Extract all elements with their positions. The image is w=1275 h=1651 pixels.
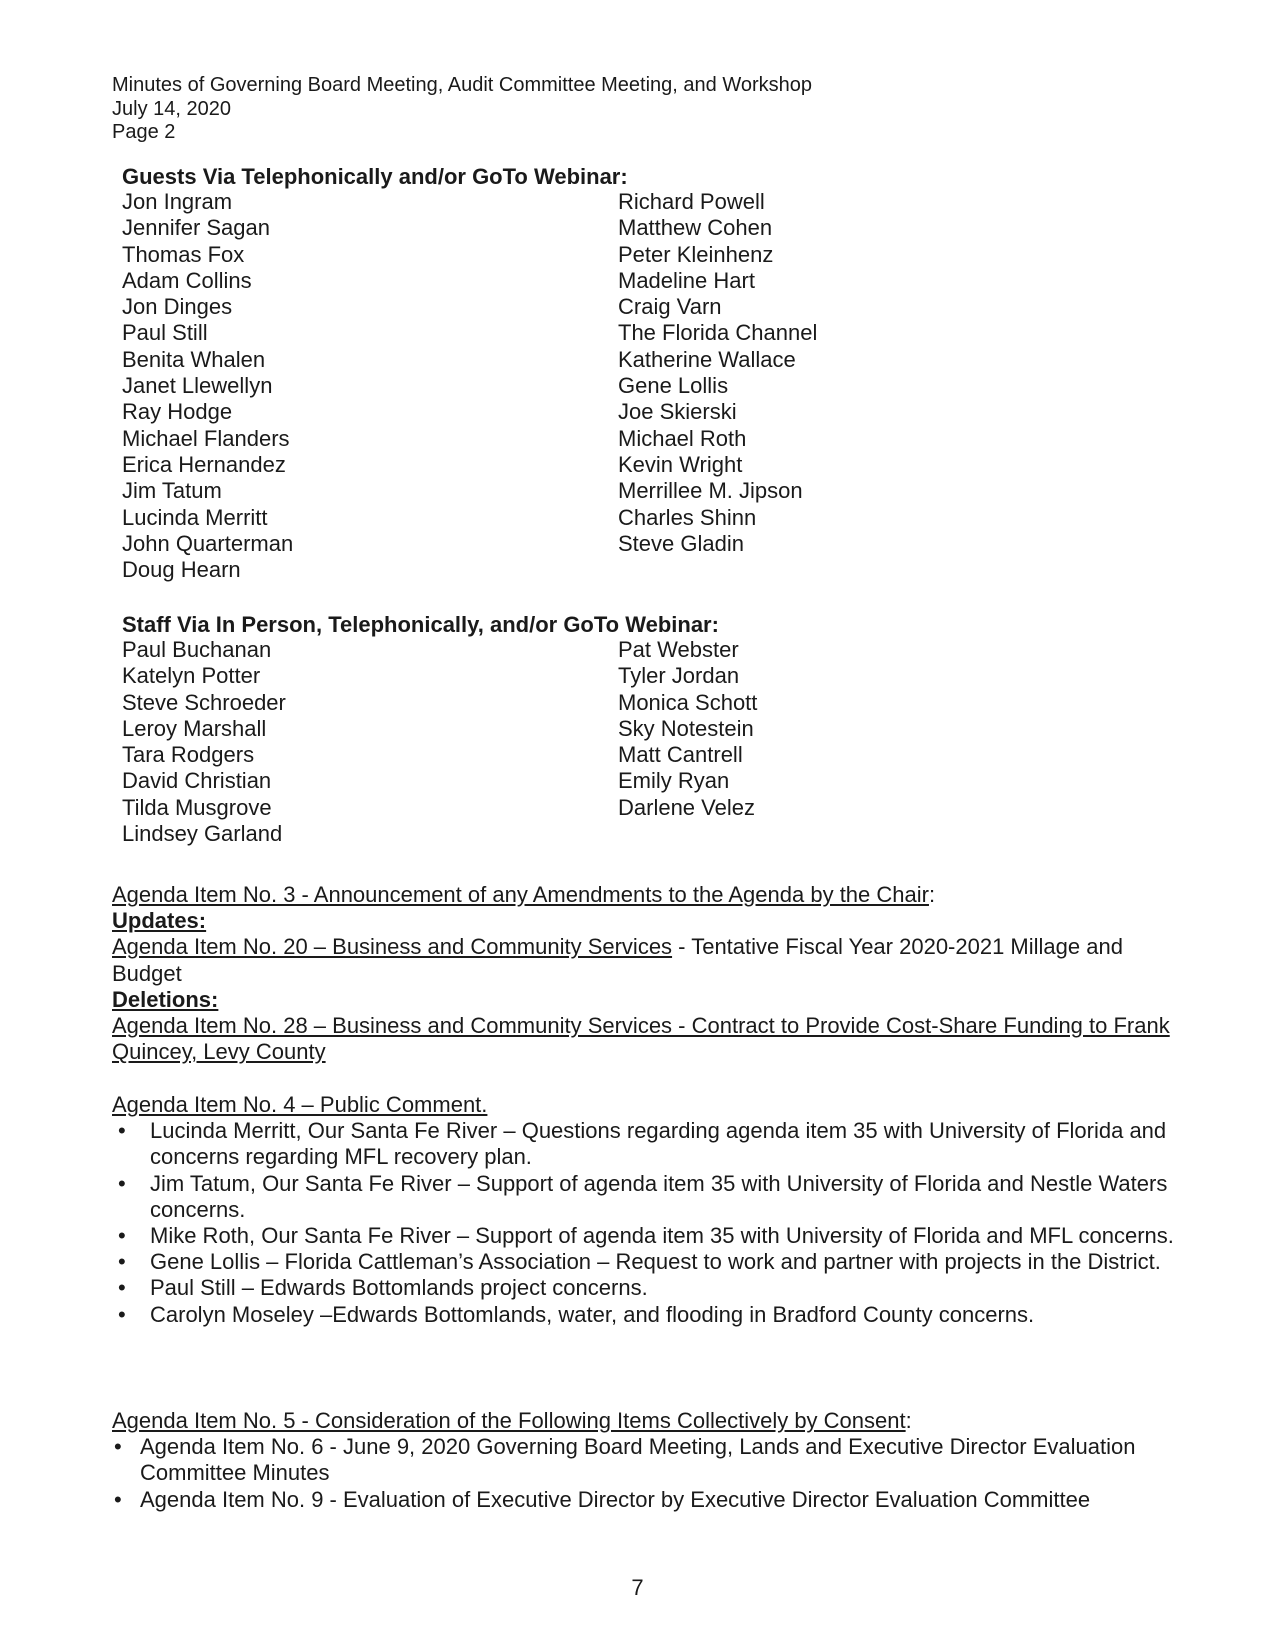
- guest-name: Steve Gladin: [618, 530, 744, 556]
- staff-name: David Christian: [122, 768, 272, 794]
- agenda-item-5: [112, 1408, 1192, 1513]
- guests-left-column: [122, 189, 293, 583]
- staff-right-column: [618, 637, 757, 821]
- guest-name: The Florida Channel: [618, 320, 818, 346]
- staff-name: Tyler Jordan: [618, 663, 740, 689]
- consent-items-list: [112, 1434, 1192, 1513]
- guest-name: Doug Hearn: [122, 557, 241, 583]
- agenda-item-3-title: Agenda Item No. 3 - Announcement of any Amendments to the Agenda by the Chair: [112, 882, 929, 907]
- agenda-item-5-heading: [112, 1408, 1192, 1434]
- staff-name: Lindsey Garland: [122, 821, 283, 847]
- agenda-item-4: [112, 1092, 1192, 1328]
- guest-name: Michael Flanders: [122, 425, 290, 451]
- deletions-label: Deletions:: [112, 986, 219, 1012]
- guest-name: Ray Hodge: [122, 399, 233, 425]
- agenda-item-4-heading: Agenda Item No. 4 – Public Comment.: [112, 1092, 488, 1117]
- staff-name: Monica Schott: [618, 689, 758, 715]
- guest-name: Jon Ingram: [122, 189, 233, 214]
- list-item: • Gene Lollis – Florida Cattleman’s Association – Request to work and partner with projects in the District.: [112, 1249, 1192, 1275]
- staff-name: Tilda Musgrove: [122, 794, 272, 820]
- staff-title: Staff Via In Person, Telephonically, and/or GoTo Webinar:: [122, 612, 719, 637]
- guest-name: Thomas Fox: [122, 241, 245, 267]
- list-item: • Jim Tatum, Our Santa Fe River – Support of agenda item 35 with University of Florida and Nestle Waters concerns.: [112, 1171, 1192, 1223]
- guest-name: Paul Still: [122, 320, 208, 346]
- guest-name: Joe Skierski: [618, 399, 737, 425]
- guest-name: Kevin Wright: [618, 451, 743, 477]
- guests-title: Guests Via Telephonically and/or GoTo Webinar:: [122, 164, 628, 189]
- staff-name: Sky Notestein: [618, 715, 754, 741]
- guest-name: Erica Hernandez: [122, 451, 286, 477]
- header-date: July 14, 2020: [112, 97, 231, 120]
- staff-name: Katelyn Potter: [122, 663, 261, 689]
- agenda-item-3: [112, 882, 1192, 1065]
- guest-name: Richard Powell: [618, 189, 765, 214]
- update-link: Agenda Item No. 20 – Business and Community Services: [112, 934, 673, 960]
- public-comment-list: [112, 1118, 1192, 1328]
- staff-name: Steve Schroeder: [122, 689, 286, 715]
- guest-name: Charles Shinn: [618, 504, 757, 530]
- agenda-item-3-heading: [112, 882, 1192, 908]
- guest-name: John Quarterman: [122, 530, 294, 556]
- guest-name: Merrillee M. Jipson: [618, 478, 803, 504]
- page-header: [112, 74, 812, 145]
- staff-name: Pat Webster: [618, 637, 739, 662]
- updates-label: Updates:: [112, 908, 207, 934]
- staff-left-column: [122, 637, 286, 847]
- guest-name: Craig Varn: [618, 294, 722, 320]
- staff-name: Paul Buchanan: [122, 637, 272, 662]
- guest-name: Matthew Cohen: [618, 215, 773, 241]
- staff-name: Matt Cantrell: [618, 742, 743, 768]
- list-item: • Lucinda Merritt, Our Santa Fe River – Questions regarding agenda item 35 with University of Florida and concerns regarding MFL recovery plan.: [112, 1118, 1192, 1170]
- guest-name: Adam Collins: [122, 267, 252, 293]
- update-entry: [112, 934, 1192, 986]
- guest-name: Peter Kleinhenz: [618, 241, 774, 267]
- staff-name: Darlene Velez: [618, 794, 755, 820]
- guests-right-column: [618, 189, 817, 557]
- guest-name: Jennifer Sagan: [122, 215, 270, 241]
- guest-name: Lucinda Merritt: [122, 504, 268, 530]
- update-text: - Tentative Fiscal Year 2020-2021 Millage and Budget: [112, 934, 1123, 986]
- guest-name: Jon Dinges: [122, 294, 233, 320]
- list-item: • Paul Still – Edwards Bottomlands project concerns.: [112, 1275, 1192, 1301]
- guest-name: Benita Whalen: [122, 346, 266, 372]
- guest-name: Madeline Hart: [618, 267, 755, 293]
- list-item: • Agenda Item No. 9 - Evaluation of Executive Director by Executive Director Evaluation Committee: [112, 1487, 1192, 1513]
- header-title: Minutes of Governing Board Meeting, Audit Committee Meeting, and Workshop: [112, 74, 812, 96]
- deletion-entry: Agenda Item No. 28 – Business and Community Services - Contract to Provide Cost-Share Funding to Frank Quincey, Levy County: [112, 1013, 1170, 1065]
- heading-colon: :: [928, 882, 936, 907]
- guest-name: Gene Lollis: [618, 373, 729, 399]
- staff-name: Tara Rodgers: [122, 742, 255, 768]
- guest-name: Jim Tatum: [122, 478, 222, 504]
- guest-name: Michael Roth: [618, 425, 747, 451]
- guest-name: Janet Llewellyn: [122, 373, 273, 399]
- header-page: Page 2: [112, 121, 176, 143]
- list-item: • Carolyn Moseley –Edwards Bottomlands, water, and flooding in Bradford County concerns.: [112, 1302, 1192, 1328]
- page-number: 7: [631, 1575, 644, 1600]
- staff-name: Leroy Marshall: [122, 715, 267, 741]
- list-item: • Mike Roth, Our Santa Fe River – Support of agenda item 35 with University of Florida and MFL concerns.: [112, 1223, 1192, 1249]
- guest-name: Katherine Wallace: [618, 346, 796, 372]
- staff-name: Emily Ryan: [618, 768, 730, 794]
- agenda-item-5-title: Agenda Item No. 5 - Consideration of the Following Items Collectively by Consent: [112, 1408, 906, 1433]
- heading-colon: :: [905, 1408, 912, 1433]
- list-item: • Agenda Item No. 6 - June 9, 2020 Governing Board Meeting, Lands and Executive Director Evaluation Committee Minutes: [112, 1434, 1192, 1486]
